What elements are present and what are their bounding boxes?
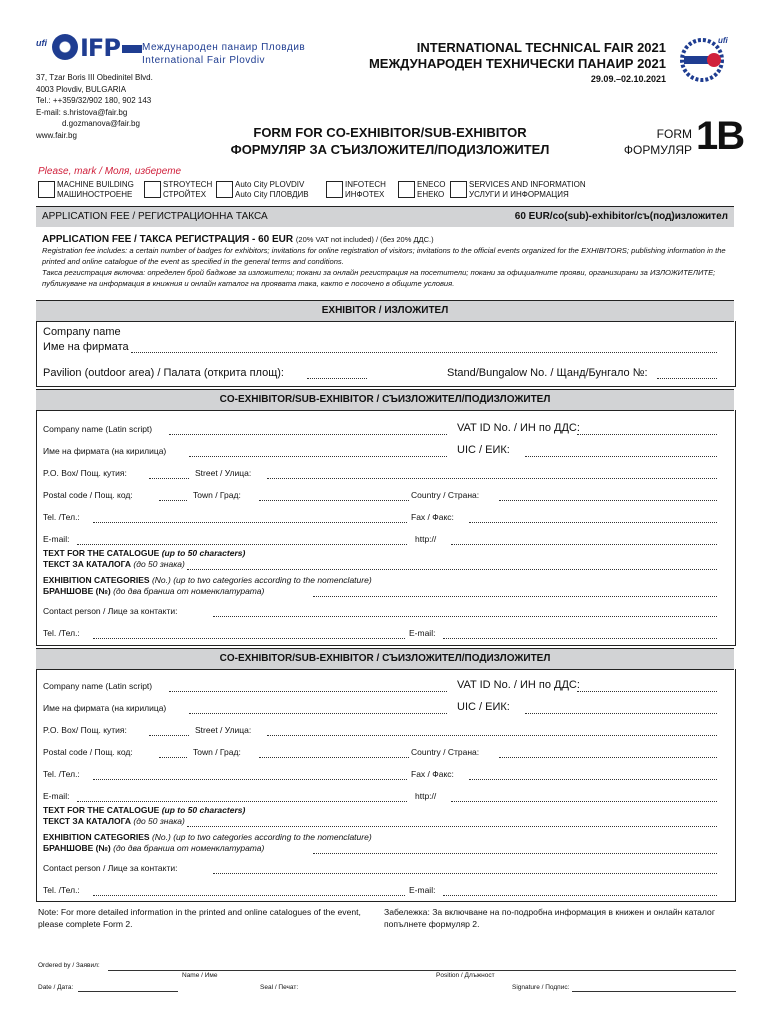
checkbox[interactable] — [144, 181, 161, 198]
category-label-en: INFOTECH — [345, 180, 386, 189]
form-label-en: FORM — [656, 127, 692, 141]
catalogue-en-text: TEXT FOR THE CATALOGUE — [43, 805, 160, 815]
uic-label: UIC / ЕИК: — [457, 444, 510, 456]
catalogue-bg-note: (до 50 знака) — [133, 816, 185, 826]
category-label-en: ENECO — [417, 180, 446, 189]
address-block — [36, 72, 153, 141]
street-label: Street / Улица: — [195, 725, 252, 735]
signature-field[interactable] — [572, 991, 736, 992]
vat-field[interactable] — [577, 434, 717, 435]
country-label: Country / Страна: — [411, 747, 480, 757]
town-field[interactable] — [259, 757, 409, 758]
pavilion-field[interactable] — [307, 378, 367, 379]
address-line: d.gozmanova@fair.bg — [62, 119, 140, 128]
fax-field[interactable] — [469, 522, 717, 523]
vat-label: VAT ID No. / ИН по ДДС: — [457, 679, 580, 691]
country-field[interactable] — [499, 500, 717, 501]
categories-en-note: (No.) (up to two categories according to the nomenclature) — [151, 575, 372, 585]
uic-field[interactable] — [525, 713, 717, 714]
tel-field[interactable] — [93, 522, 407, 523]
form-label — [612, 126, 692, 158]
categories-bg-note: (до два бранша от номенклатурата) — [113, 586, 265, 596]
tel2-field[interactable] — [93, 895, 405, 896]
address-line: Tel.: ++359/32/902 180, 902 143 — [36, 96, 152, 105]
company-latin-field[interactable] — [169, 691, 447, 692]
fax-label: Fax / Факс: — [411, 512, 454, 522]
pobox-field[interactable] — [149, 478, 189, 479]
fee-bar — [36, 206, 734, 227]
ordered-label: Ordered by / Заявил: — [38, 962, 100, 969]
fair-dates: 29.09.–02.10.2021 — [590, 74, 666, 84]
tel2-label: Tel. /Тел.: — [43, 628, 80, 638]
org-name-en: International Fair Plovdiv — [142, 55, 266, 66]
catalogue-bg-note: (до 50 знака) — [133, 559, 185, 569]
company-cyr-label: Име на фирмата (на кирилица) — [43, 446, 167, 456]
right-ufi-text: ufi — [718, 36, 728, 45]
country-field[interactable] — [499, 757, 717, 758]
checkbox[interactable] — [326, 181, 343, 198]
exhibitor-box — [36, 321, 736, 387]
categories-label-bg — [43, 586, 264, 596]
checkbox[interactable] — [398, 181, 415, 198]
ordered-field[interactable] — [108, 970, 736, 971]
street-field[interactable] — [267, 735, 717, 736]
note-en: Note: For more detailed information in the printed and online catalogues of the event, please complete Form 2. — [38, 907, 361, 929]
category-label-bg: МАШИНОСТРОЕНЕ — [57, 189, 133, 199]
contact-field[interactable] — [213, 616, 717, 617]
ifp-logo-text: IFP — [80, 34, 120, 62]
tel2-field[interactable] — [93, 638, 405, 639]
fair-emblem-icon — [678, 34, 730, 86]
company-cyr-field[interactable] — [189, 713, 447, 714]
company-field[interactable] — [131, 352, 717, 353]
catalogue-en-note: (up to 50 characters) — [161, 548, 246, 558]
town-label: Town / Град: — [193, 747, 241, 757]
company-label-en: Company name — [43, 326, 121, 338]
form-number: 1B — [696, 114, 744, 158]
fee-heading — [42, 234, 732, 245]
categories-bg-text: БРАНШОВЕ (№) — [43, 843, 111, 853]
catalogue-label-en — [43, 548, 245, 558]
vat-field[interactable] — [577, 691, 717, 692]
category-label-en: MACHINE BUILDING — [57, 180, 134, 189]
categories-bg-note: (до два бранша от номенклатурата) — [113, 843, 265, 853]
category-label-bg: ЕНЕКО — [417, 189, 445, 199]
pavilion-label: Pavilion (outdoor area) / Палата (открита площ): — [43, 367, 284, 379]
categories-en-note: (No.) (up to two categories according to the nomenclature) — [151, 832, 372, 842]
contact-label: Contact person / Лице за контакти: — [43, 606, 178, 616]
address-line: 4003 Plovdiv, BULGARIA — [36, 84, 127, 94]
fee-heading-text: APPLICATION FEE / ТАКСА РЕГИСТРАЦИЯ - 60 EUR — [42, 234, 294, 245]
fax-label: Fax / Факс: — [411, 769, 454, 779]
categories-label-bg — [43, 843, 264, 853]
seal-label: Seal / Печат: — [260, 984, 299, 991]
postal-field[interactable] — [159, 757, 187, 758]
ufi-logo-text: ufi — [36, 38, 47, 48]
name-label: Name / Име — [182, 972, 218, 979]
catalogue-field[interactable] — [187, 569, 717, 570]
fair-title — [369, 40, 666, 72]
category-label-bg: Auto City ПЛОВДИВ — [235, 189, 309, 199]
pobox-label: P.O. Box/ Пощ. кутия: — [43, 725, 127, 735]
tel2-label: Tel. /Тел.: — [43, 885, 80, 895]
company-latin-label: Company name (Latin script) — [43, 681, 153, 691]
address-line: E-mail: s.hristova@fair.bg — [36, 107, 128, 117]
email-field[interactable] — [77, 544, 407, 545]
category-label-bg: СТРОЙТЕХ — [163, 189, 207, 199]
http-field[interactable] — [451, 544, 717, 545]
email-label: E-mail: — [43, 791, 70, 801]
categories-bg-text: БРАНШОВЕ (№) — [43, 586, 111, 596]
catalogue-bg-text: ТЕКСТ ЗА КАТАЛОГА — [43, 816, 132, 826]
company-latin-field[interactable] — [169, 434, 447, 435]
fee-heading-note: (20% VAT not included) / (без 20% ДДС.) — [295, 235, 434, 244]
mark-prompt: Please, mark / Моля, изберете — [38, 166, 182, 177]
checkbox[interactable] — [38, 181, 55, 198]
form-title-en: FORM FOR CO-EXHIBITOR/SUB-EXHIBITOR — [253, 125, 527, 140]
catalogue-field[interactable] — [187, 826, 717, 827]
flower-logo-icon — [52, 34, 78, 60]
email-field[interactable] — [77, 801, 407, 802]
logo-bar-icon — [122, 45, 142, 53]
http-label: http:// — [415, 791, 437, 801]
form-label-bg: ФОРМУЛЯР — [623, 143, 692, 157]
fee-detail — [42, 234, 732, 289]
town-label: Town / Град: — [193, 490, 241, 500]
category-label-en: STROYTECH — [163, 180, 213, 189]
email2-label: E-mail: — [409, 885, 436, 895]
fax-field[interactable] — [469, 779, 717, 780]
postal-label: Postal code / Пощ. код: — [43, 490, 133, 500]
category-label-en: SERVICES AND INFORMATION — [469, 180, 586, 189]
fee-bar-amount: 60 EUR/co(sub)-exhibitor/съ(под)изложител — [514, 211, 728, 222]
categories-en-text: EXHIBITION CATEGORIES — [43, 832, 150, 842]
stand-field[interactable] — [657, 378, 717, 379]
company-label-bg: Име на фирмата — [43, 341, 129, 353]
checkbox[interactable] — [216, 181, 233, 198]
uic-label: UIC / ЕИК: — [457, 701, 510, 713]
postal-label: Postal code / Пощ. код: — [43, 747, 133, 757]
catalogue-en-text: TEXT FOR THE CATALOGUE — [43, 548, 160, 558]
http-field[interactable] — [451, 801, 717, 802]
categories-label-en — [43, 575, 372, 585]
contact-field[interactable] — [213, 873, 717, 874]
org-name-bg: Международен панаир Пловдив — [142, 42, 306, 53]
catalogue-label-en — [43, 805, 245, 815]
category-label-bg: УСЛУГИ И ИНФОРМАЦИЯ — [469, 189, 569, 199]
street-field[interactable] — [267, 478, 717, 479]
co-exhibitor-box-2 — [36, 669, 736, 902]
company-cyr-field[interactable] — [189, 456, 447, 457]
tel-label: Tel. /Тел.: — [43, 769, 80, 779]
signature-label: Signature / Подпис: — [512, 984, 570, 991]
email2-label: E-mail: — [409, 628, 436, 638]
fair-title-en: INTERNATIONAL TECHNICAL FAIR 2021 — [416, 40, 666, 55]
catalogue-bg-text: ТЕКСТ ЗА КАТАЛОГА — [43, 559, 132, 569]
co-exhibitor-bar-2: CO-EXHIBITOR/SUB-EXHIBITOR / СЪИЗЛОЖИТЕЛ/ПОДИЗЛОЖИТЕЛ — [36, 648, 734, 670]
pobox-label: P.O. Box/ Пощ. кутия: — [43, 468, 127, 478]
contact-label: Contact person / Лице за контакти: — [43, 863, 178, 873]
fee-bar-label: APPLICATION FEE / РЕГИСТРАЦИОННА ТАКСА — [42, 211, 268, 222]
fee-text-en: Registration fee includes: a certain number of badges for exhibitors; invitations for online registration of visitors; invitations to the official events organized for the EXHIBITORS; publishing information in the printed and online catalogue of the event as specified in the general terms and conditions. — [42, 246, 726, 266]
catalogue-label-bg — [43, 816, 185, 826]
fair-title-bg: МЕЖДУНАРОДЕН ТЕХНИЧЕСКИ ПАНАИР 2021 — [368, 56, 666, 71]
form-title-bg: ФОРМУЛЯР ЗА СЪИЗЛОЖИТЕЛ/ПОДИЗЛОЖИТЕЛ — [230, 142, 550, 157]
uic-field[interactable] — [525, 456, 717, 457]
http-label: http:// — [415, 534, 437, 544]
categories-label-en — [43, 832, 372, 842]
company-latin-label: Company name (Latin script) — [43, 424, 153, 434]
pobox-field[interactable] — [149, 735, 189, 736]
categories-field[interactable] — [313, 596, 717, 597]
town-field[interactable] — [259, 500, 409, 501]
country-label: Country / Страна: — [411, 490, 480, 500]
tel-label: Tel. /Тел.: — [43, 512, 80, 522]
category-label-bg: ИНФОТЕХ — [345, 189, 385, 199]
ifp-logo — [80, 34, 142, 62]
position-label: Position / Длъжност — [436, 972, 495, 979]
co-exhibitor-box — [36, 410, 736, 646]
category-label-en: Auto City PLOVDIV — [235, 180, 305, 189]
date-label: Date / Дата: — [38, 984, 74, 991]
company-cyr-label: Име на фирмата (на кирилица) — [43, 703, 167, 713]
exhibitor-bar: EXHIBITOR / ИЗЛОЖИТЕЛ — [36, 300, 734, 322]
tel-field[interactable] — [93, 779, 407, 780]
categories-en-text: EXHIBITION CATEGORIES — [43, 575, 150, 585]
street-label: Street / Улица: — [195, 468, 252, 478]
postal-field[interactable] — [159, 500, 187, 501]
categories-field[interactable] — [313, 853, 717, 854]
vat-label: VAT ID No. / ИН по ДДС: — [457, 422, 580, 434]
date-field[interactable] — [78, 991, 178, 992]
email2-field[interactable] — [443, 638, 717, 639]
form-title — [200, 124, 580, 158]
catalogue-en-note: (up to 50 characters) — [161, 805, 246, 815]
checkbox[interactable] — [450, 181, 467, 198]
catalogue-label-bg — [43, 559, 185, 569]
fee-text-bg: Такса регистрация включва: определен брой баджове за изложители; покани за онлайн регистрация на посетители; покани за официалните прояви, организирани за ИЗЛОЖИТЕЛИТЕ; публикуване на информация в книжния и онлайн каталог на проявата така, както е посочено в общите условия. — [42, 268, 716, 288]
email2-field[interactable] — [443, 895, 717, 896]
note-bg: Забележка: За включване на по-подробна информация в книжен и онлайн каталог попълнете формуляр 2. — [384, 907, 715, 929]
address-line: 37, Tzar Boris III Obedinitel Blvd. — [36, 73, 153, 82]
address-line: www.fair.bg — [36, 130, 77, 140]
stand-label: Stand/Bungalow No. / Щанд/Бунгало №: — [447, 367, 648, 379]
email-label: E-mail: — [43, 534, 70, 544]
co-exhibitor-bar: CO-EXHIBITOR/SUB-EXHIBITOR / СЪИЗЛОЖИТЕЛ/ПОДИЗЛОЖИТЕЛ — [36, 389, 734, 411]
